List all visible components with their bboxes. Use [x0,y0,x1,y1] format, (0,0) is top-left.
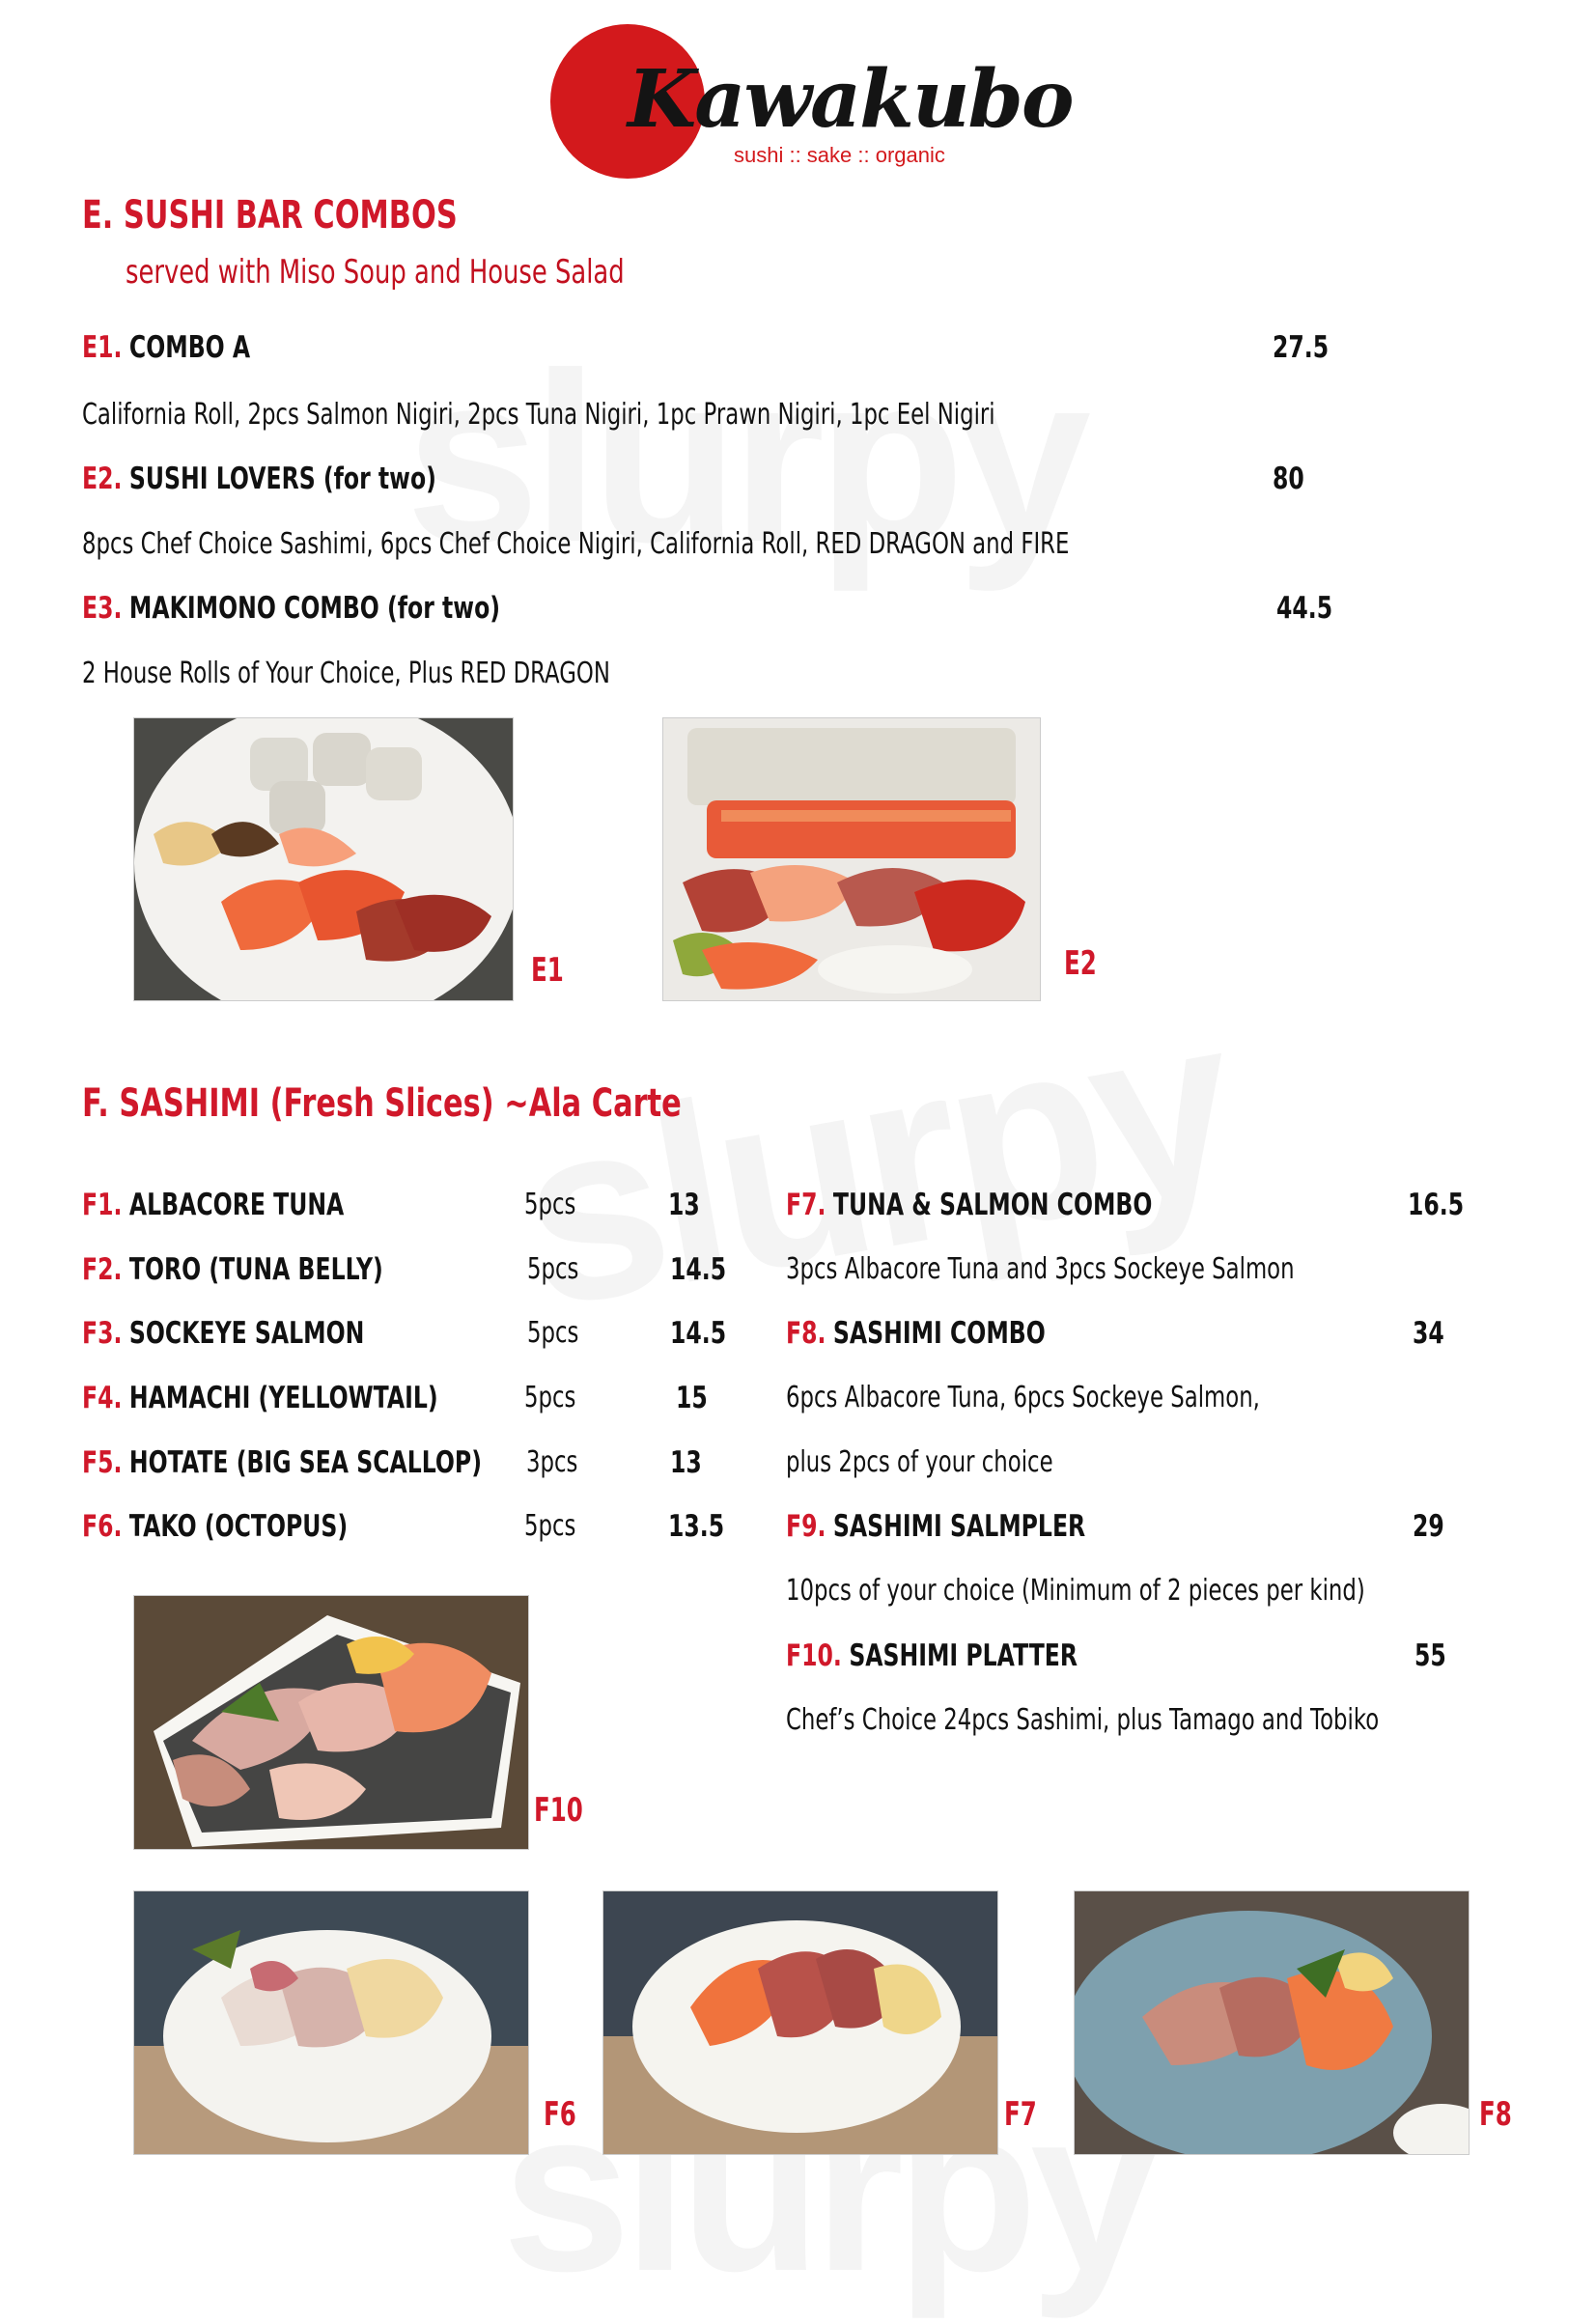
menu-item-e2 [82,462,436,496]
photo-e1-combo-plate [133,717,514,1001]
item-code: F4. [82,1381,123,1415]
item-code: F3. [82,1316,123,1351]
item-price: 13 [668,1188,700,1222]
menu-item-f9 [786,1509,1085,1544]
item-name: HAMACHI (YELLOWTAIL) [128,1381,438,1415]
item-description: 6pcs Albacore Tuna, 6pcs Sockeye Salmon, [786,1381,1260,1414]
item-description: California Roll, 2pcs Salmon Nigiri, 2pcs Tuna Nigiri, 1pc Prawn Nigiri, 1pc Eel Nigiri [82,398,995,432]
item-name: SASHIMI SALMPLER [832,1509,1086,1544]
photo-f6-tako-bowl [133,1890,529,2155]
watermark-middle [502,959,1248,1366]
item-name: SOCKEYE SALMON [128,1316,365,1351]
item-name: TUNA & SALMON COMBO [832,1188,1153,1222]
item-description: 8pcs Chef Choice Sashimi, 6pcs Chef Choice Nigiri, California Roll, RED DRAGON and FIRE [82,527,1070,561]
item-name: MAKIMONO COMBO (for two) [128,591,501,626]
item-description: 2 House Rolls of Your Choice, Plus RED DRAGON [82,657,610,690]
item-description: 10pcs of your choice (Minimum of 2 pieces per kind) [786,1574,1365,1608]
item-code: F6. [82,1509,123,1544]
item-price: 80 [1273,462,1304,496]
item-pieces: 5pcs [524,1381,576,1414]
menu-item-f5 [82,1445,482,1480]
item-price: 55 [1414,1638,1446,1673]
item-name: TORO (TUNA BELLY) [128,1252,383,1287]
menu-item-f10 [786,1638,1078,1673]
item-pieces: 5pcs [527,1252,579,1286]
item-description: 3pcs Albacore Tuna and 3pcs Sockeye Salmon [786,1252,1295,1286]
item-name: SASHIMI COMBO [832,1316,1046,1351]
menu-item-e1 [82,330,250,365]
item-name: SASHIMI PLATTER [849,1638,1078,1673]
item-code: F5. [82,1445,123,1480]
menu-item-f4 [82,1381,438,1415]
item-name: TAKO (OCTOPUS) [128,1509,349,1544]
item-price: 16.5 [1408,1188,1465,1222]
menu-item-f7 [786,1188,1152,1222]
photo-e2-sushi-lovers-plate [662,717,1041,1001]
item-code: F9. [786,1509,826,1544]
photo-label-f10: F10 [534,1791,583,1830]
item-code: F7. [786,1188,826,1222]
item-code: E1. [82,330,123,365]
menu-item-f8 [786,1316,1046,1351]
item-price: 27.5 [1273,330,1330,365]
photo-f8-sashimi-combo [1074,1890,1470,2155]
section-e-title: E. SUSHI BAR COMBOS [82,193,458,238]
item-pieces: 5pcs [527,1316,579,1350]
photo-f7-tuna-salmon-bowl [602,1890,998,2155]
item-price: 15 [676,1381,708,1415]
menu-item-f3 [82,1316,364,1351]
item-name: SUSHI LOVERS (for two) [128,462,436,496]
item-pieces: 5pcs [524,1509,576,1543]
item-price: 14.5 [670,1252,727,1287]
brand-logo [550,24,1073,188]
menu-item-f2 [82,1252,383,1287]
item-name: HOTATE (BIG SEA SCALLOP) [128,1445,482,1480]
item-price: 13.5 [668,1509,725,1544]
logo-wordmark: Kawakubo [628,53,1073,146]
menu-item-e3 [82,591,500,626]
item-code: E2. [82,462,123,496]
item-code: E3. [82,591,123,626]
item-price: 34 [1413,1316,1444,1351]
photo-label-e1: E1 [531,951,564,990]
photo-label-f6: F6 [544,2095,576,2134]
section-f-title: F. SASHIMI (Fresh Slices) ~Ala Carte [82,1081,682,1126]
item-code: F8. [786,1316,826,1351]
item-code: F2. [82,1252,123,1287]
photo-label-f8: F8 [1479,2095,1512,2134]
item-description: plus 2pcs of your choice [786,1445,1053,1479]
item-price: 13 [670,1445,702,1480]
item-price: 44.5 [1276,591,1333,626]
item-code: F1. [82,1188,123,1222]
item-description: Chef’s Choice 24pcs Sashimi, plus Tamago and Tobiko [786,1703,1380,1737]
photo-label-e2: E2 [1064,944,1097,983]
menu-item-f1 [82,1188,344,1222]
photo-label-f7: F7 [1004,2095,1037,2134]
logo-tagline: sushi :: sake :: organic [734,143,945,167]
item-name: COMBO A [128,330,251,365]
item-code: F10. [786,1638,842,1673]
item-pieces: 5pcs [524,1188,576,1221]
menu-item-f6 [82,1509,348,1544]
item-name: ALBACORE TUNA [128,1188,345,1222]
item-price: 29 [1413,1509,1444,1544]
photo-f10-sashimi-platter [133,1595,529,1850]
item-price: 14.5 [670,1316,727,1351]
section-e-subtitle: served with Miso Soup and House Salad [126,253,625,292]
item-pieces: 3pcs [526,1445,578,1479]
